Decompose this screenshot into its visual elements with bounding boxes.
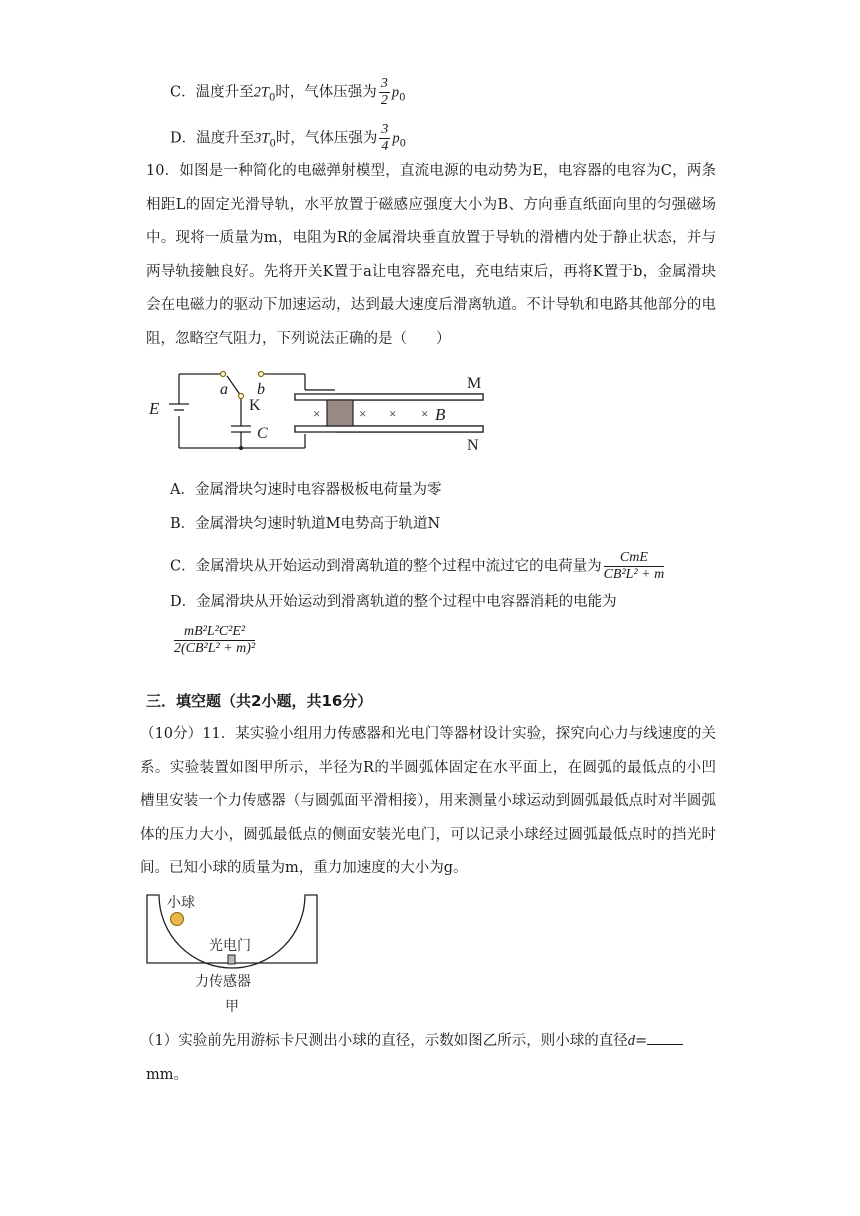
fraction: $\frac{3}{2}$ <box>380 76 388 108</box>
fraction: $\frac{\text{CmE}}{\text{CB²L² + m}}$ <box>603 550 665 582</box>
q10-option-b: B．金属滑块匀速时轨道M电势高于轨道N <box>170 516 441 532</box>
label-B: B <box>435 405 446 424</box>
field-cross: × <box>421 406 429 421</box>
q10-circuit-figure <box>145 368 505 458</box>
label-ball: 小球 <box>167 896 195 911</box>
label-C: C <box>257 425 268 442</box>
field-cross: × <box>389 406 397 421</box>
q11-sub1-unit: mm。 <box>146 1067 188 1083</box>
photo-gate <box>228 955 235 964</box>
q9-option-c: C．温度升至$2T_0$时，气体压强为 $\frac{3}{2}$ $p_0$ <box>170 76 406 108</box>
metal-slider <box>327 400 353 426</box>
label-K: K <box>249 397 261 414</box>
q9-option-d: D．温度升至$3T_0$时，气体压强为 $\frac{3}{4}$ $p_0$ <box>170 122 406 154</box>
q11-sub1: （1）实验前先用游标卡尺测出小球的直径，示数如图乙所示，则小球的直径d= <box>140 1030 716 1051</box>
q10-option-c: C．金属滑块从开始运动到滑离轨道的整个过程中流过它的电荷量为 $\frac{\text{CmE}}{\text{CB²L² + m}}$ <box>170 550 665 582</box>
q10-option-d-formula <box>172 624 257 657</box>
q10-option-a: A．金属滑块匀速时电容器极板电荷量为零 <box>170 482 442 498</box>
label-N: N <box>467 437 479 454</box>
field-cross: × <box>359 406 367 421</box>
label-a: a <box>220 381 228 398</box>
section-title: 三．填空题（共2小题，共16分） <box>146 692 373 710</box>
fraction: $\frac{3}{4}$ <box>381 122 389 154</box>
q11-stem: （10分）11．某实验小组用力传感器和光电门等器材设计实验，探究向心力与线速度的关系。实验装置如图甲所示，半径为R的半圆弧体固定在水平面上，在圆弧的最低点的小凹槽里安装一个力传感器（与圆弧面平滑相接），用来测量小球运动到圆弧最低点时对半圆弧体的压力大小，圆弧最低点的侧面安装光电门，可以记录小球经过圆弧最低点时的挡光时间。已知小球的质量为m，重力加速度的大小为g。 <box>140 726 716 876</box>
fraction: $\frac{\text{mB²L²C²E²}}{\text{2(CB²L² + m)²}}$ <box>174 624 256 656</box>
label-gate: 光电门 <box>209 939 251 954</box>
q10-option-d: D．金属滑块从开始运动到滑离轨道的整个过程中电容器消耗的电能为 <box>170 594 617 610</box>
small-ball <box>171 913 184 926</box>
q10-stem: 10．如图是一种简化的电磁弹射模型，直流电源的电动势为E，电容器的电容为C，两条相距L的固定光滑导轨，水平放置于磁感应强度大小为B、方向垂直纸面向里的匀强磁场中。现将一质量为m，电阻为R的金属滑块垂直放置于导轨的滑槽内处于静止状态，并与两导轨接触良好。先将开关K置于a让电容器充电，充电结束后，再将K置于b，金属滑块会在电磁力的驱动下加速运动，达到最大速度后滑离轨道。不计导轨和电路其他部分的电阻，忽略空气阻力，下列说法正确的是（ ） <box>146 163 716 347</box>
label-E: E <box>149 399 160 418</box>
label-M: M <box>467 375 482 392</box>
label-b: b <box>257 381 265 398</box>
label-sensor: 力传感器 <box>195 975 251 990</box>
field-cross: × <box>313 406 321 421</box>
answer-blank[interactable] <box>647 1030 683 1045</box>
figure-caption: 甲 <box>225 1000 239 1015</box>
q11-apparatus-figure <box>143 893 323 1018</box>
